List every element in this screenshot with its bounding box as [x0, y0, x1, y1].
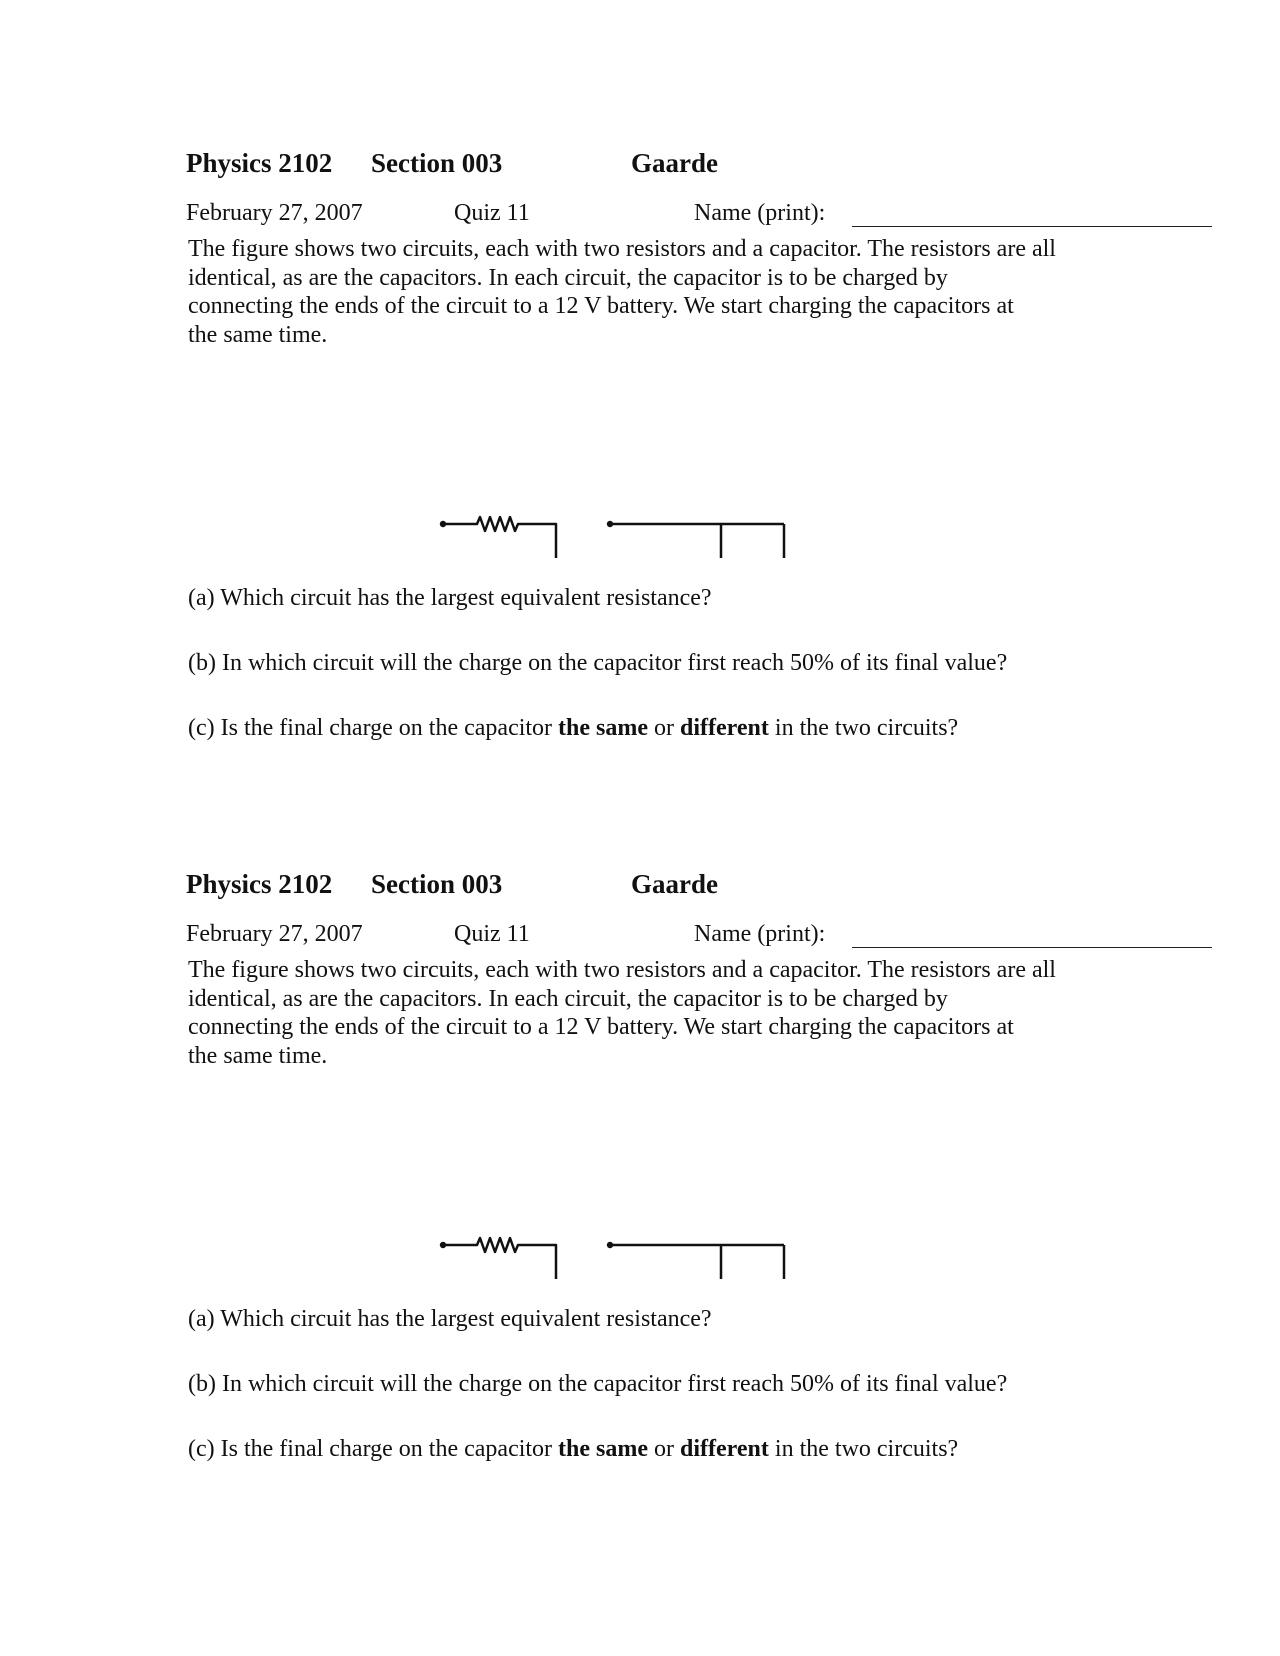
circuits-figure: [0, 1069, 1280, 1279]
quiz-1: [0, 148, 1280, 868]
question-a: (a) Which circuit has the largest equivalent resistance?: [188, 585, 712, 611]
name-label: Name (print):: [694, 200, 826, 226]
intro-line: the same time.: [188, 1042, 328, 1069]
option-same: the same: [558, 715, 649, 741]
question-b: (b) In which circuit will the charge on the capacitor first reach 50% of its final value?: [188, 650, 1008, 676]
intro-line: connecting the ends of the circuit to a 12 V battery. We start charging the capacitors at: [188, 1014, 1014, 1040]
question-b: (b) In which circuit will the charge on the capacitor first reach 50% of its final value?: [188, 1371, 1008, 1397]
question-c-suffix: in the two circuits?: [774, 1436, 959, 1462]
course-title: Physics 2102: [186, 869, 333, 899]
circuit-2-resistor-a: [714, 1245, 728, 1279]
name-blank-line[interactable]: [852, 226, 1212, 227]
circuit-1-top-wire-with-resistor: [443, 517, 556, 558]
circuit-2-resistor-b: [721, 1245, 791, 1279]
question-c-prefix: (c) Is the final charge on the capacitor: [188, 1436, 559, 1462]
section-title: Section 003: [371, 148, 503, 178]
circuit-2: [607, 1242, 791, 1279]
quiz-number: Quiz 11: [454, 200, 530, 226]
quiz-number: Quiz 11: [454, 921, 530, 947]
course-title: Physics 2102: [186, 148, 333, 178]
instructor-name: Gaarde: [631, 869, 718, 899]
name-label: Name (print):: [694, 921, 826, 947]
intro-line: identical, as are the capacitors. In each circuit, the capacitor is to be charged by: [188, 985, 948, 1012]
quiz-date: February 27, 2007: [186, 200, 363, 226]
circuit-1-top-wire-with-resistor: [443, 1238, 556, 1279]
intro-line: connecting the ends of the circuit to a 12 V battery. We start charging the capacitors at: [188, 293, 1014, 319]
circuits-figure: [0, 348, 1280, 558]
instructor-name: Gaarde: [631, 148, 718, 178]
section-title: Section 003: [371, 869, 503, 899]
question-c: [188, 1436, 958, 1463]
circuit-1: [440, 517, 556, 558]
question-c-middle: or: [648, 715, 681, 741]
option-same: the same: [558, 1436, 649, 1462]
question-c: [188, 715, 958, 742]
option-different: different: [680, 1436, 769, 1462]
circuit-2: [607, 521, 791, 558]
intro-line: The figure shows two circuits, each with two resistors and a capacitor. The resistors are all: [188, 957, 1056, 983]
question-c-prefix: (c) Is the final charge on the capacitor: [188, 715, 559, 741]
intro-line: identical, as are the capacitors. In each circuit, the capacitor is to be charged by: [188, 264, 948, 291]
circuit-1: [440, 1238, 556, 1279]
intro-line: The figure shows two circuits, each with two resistors and a capacitor. The resistors are all: [188, 236, 1056, 262]
question-c-suffix: in the two circuits?: [774, 715, 959, 741]
option-different: different: [680, 715, 769, 741]
name-blank-line[interactable]: [852, 947, 1212, 948]
circuit-2-resistor-b: [721, 524, 791, 558]
intro-line: the same time.: [188, 321, 328, 348]
quiz-date: February 27, 2007: [186, 921, 363, 947]
problem-statement: [188, 956, 1088, 1070]
question-a: (a) Which circuit has the largest equivalent resistance?: [188, 1306, 712, 1332]
question-c-middle: or: [648, 1436, 681, 1462]
quiz-2: [0, 869, 1280, 1589]
circuit-2-resistor-a: [714, 524, 728, 558]
problem-statement: [188, 235, 1088, 349]
